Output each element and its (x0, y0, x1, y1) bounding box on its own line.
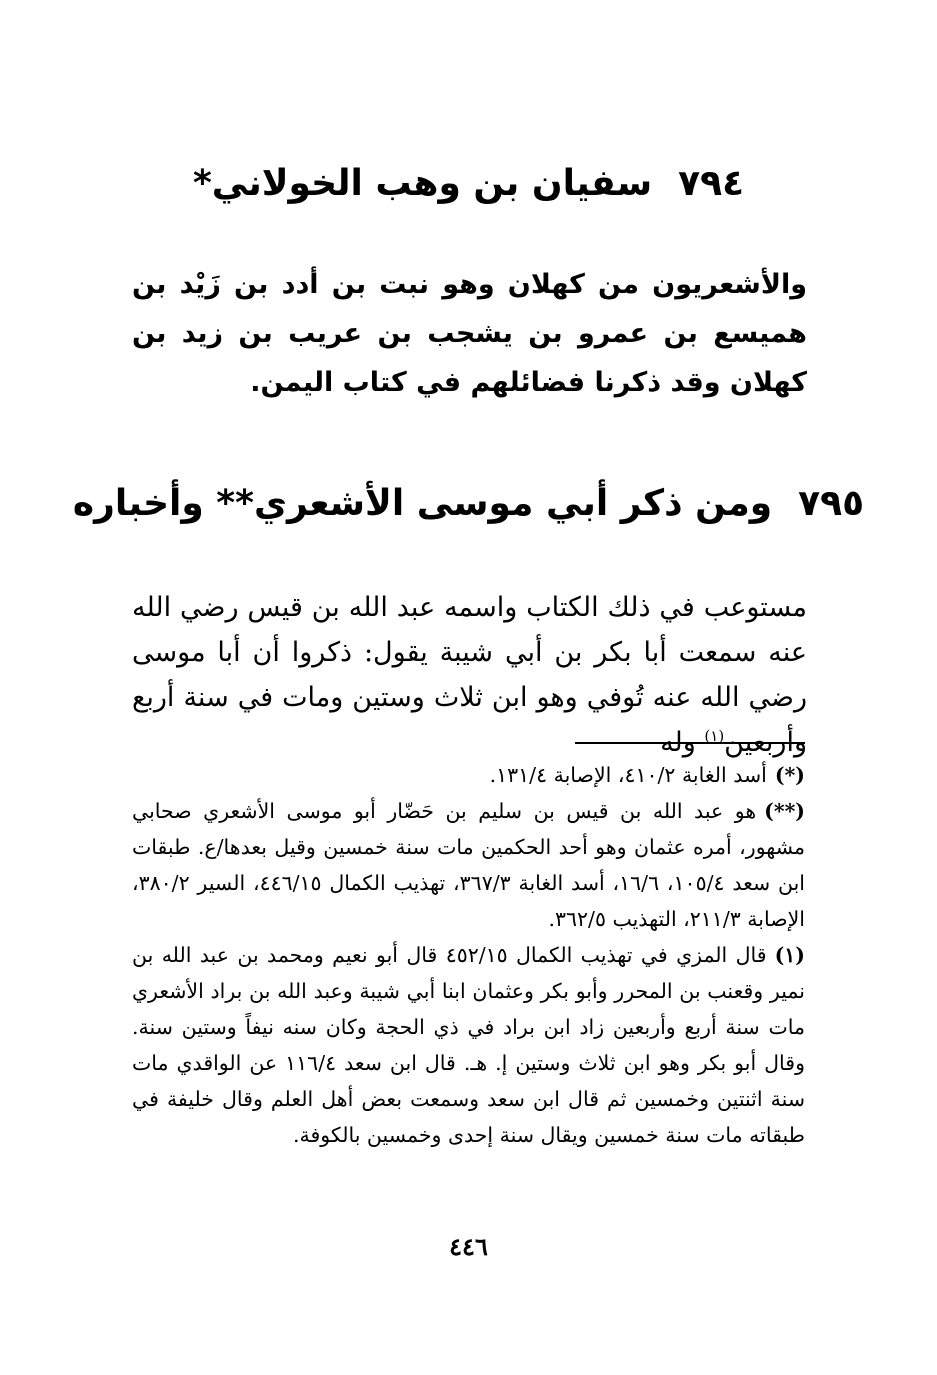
footnote-text: هو عبد الله بن قيس بن سليم بن حَضّار أبو موسى الأشعري صحابي مشهور، أمره عثمان وهو أحد الحكمين مات سنة خمسين وقيل بعدها/ع. طبقات ابن سعد ١٠٥/٤، ١٦/٦، أسد الغابة ٣٦٧/٣، تهذيب الكمال ٤٤٦/١٥، السير ٣٨٠/٢، الإصابة ٢١١/٣، التهذيب ٣٦٢/٥. (132, 799, 805, 931)
footnote-mark: (*) (774, 763, 805, 787)
entry-795-text-main: مستوعب في ذلك الكتاب واسمه عبد الله بن قيس رضي الله عنه سمعت أبا بكر بن أبي شيبة يقول: ذكروا أن أبا موسى رضي الله عنه تُوفي وهو ابن ثلاث وستين ومات في سنة أربع وأربعين (132, 592, 807, 758)
footnote-reference: (١) (704, 727, 725, 745)
entry-794-text-block (132, 260, 807, 407)
entry-795-heading (0, 480, 937, 528)
entry-794-number: ٧٩٤ (678, 163, 745, 204)
entry-795-text (132, 585, 807, 765)
entry-794-heading (0, 160, 937, 208)
footnote (132, 937, 805, 1153)
footnote-mark: (١) (774, 943, 805, 967)
entry-794-text: والأشعريون من كهلان وهو نبت بن أدد بن زَيْد بن هميسع بن عمرو بن يشجب بن عريب بن زيد بن كهلان وقد ذكرنا فضائلهم في كتاب اليمن. (132, 269, 807, 398)
entry-795-number: ٧٩٥ (798, 483, 865, 524)
entry-795-title: ومن ذكر أبي موسى الأشعري** وأخباره (72, 483, 773, 524)
page-number: ٤٤٦ (449, 1232, 488, 1261)
footnote (132, 757, 805, 793)
entry-795-text-tail: وله (660, 727, 705, 758)
footnote (132, 793, 805, 937)
footnote-text: أسد الغابة ٤١٠/٢، الإصابة ١٣١/٤. (489, 763, 767, 787)
footnotes (132, 757, 805, 1153)
footnote-mark: (**) (764, 799, 805, 823)
entry-794-title: سفيان بن وهب الخولاني* (192, 163, 653, 204)
footnote-divider (575, 742, 805, 744)
footnote-text: قال المزي في تهذيب الكمال ٤٥٢/١٥ قال أبو نعيم ومحمد بن عبد الله بن نمير وقعنب بن المحرر وأبو بكر وعثمان ابنا أبي شيبة وعبد الله بن براد الأشعري مات سنة أربع وأربعين زاد ابن براد في ذي الحجة وكان سنه نيفاً وستين سنة. وقال أبو بكر وهو ابن ثلاث وستين إ. هـ. قال ابن سعد ١١٦/٤ عن الواقدي مات سنة اثنتين وخمسين ثم قال ابن سعد وسمعت بعض أهل العلم وقال خليفة في طبقاته مات سنة خمسين ويقال سنة إحدى وخمسين بالكوفة. (132, 943, 806, 1147)
entry-795-text-block (132, 585, 807, 765)
